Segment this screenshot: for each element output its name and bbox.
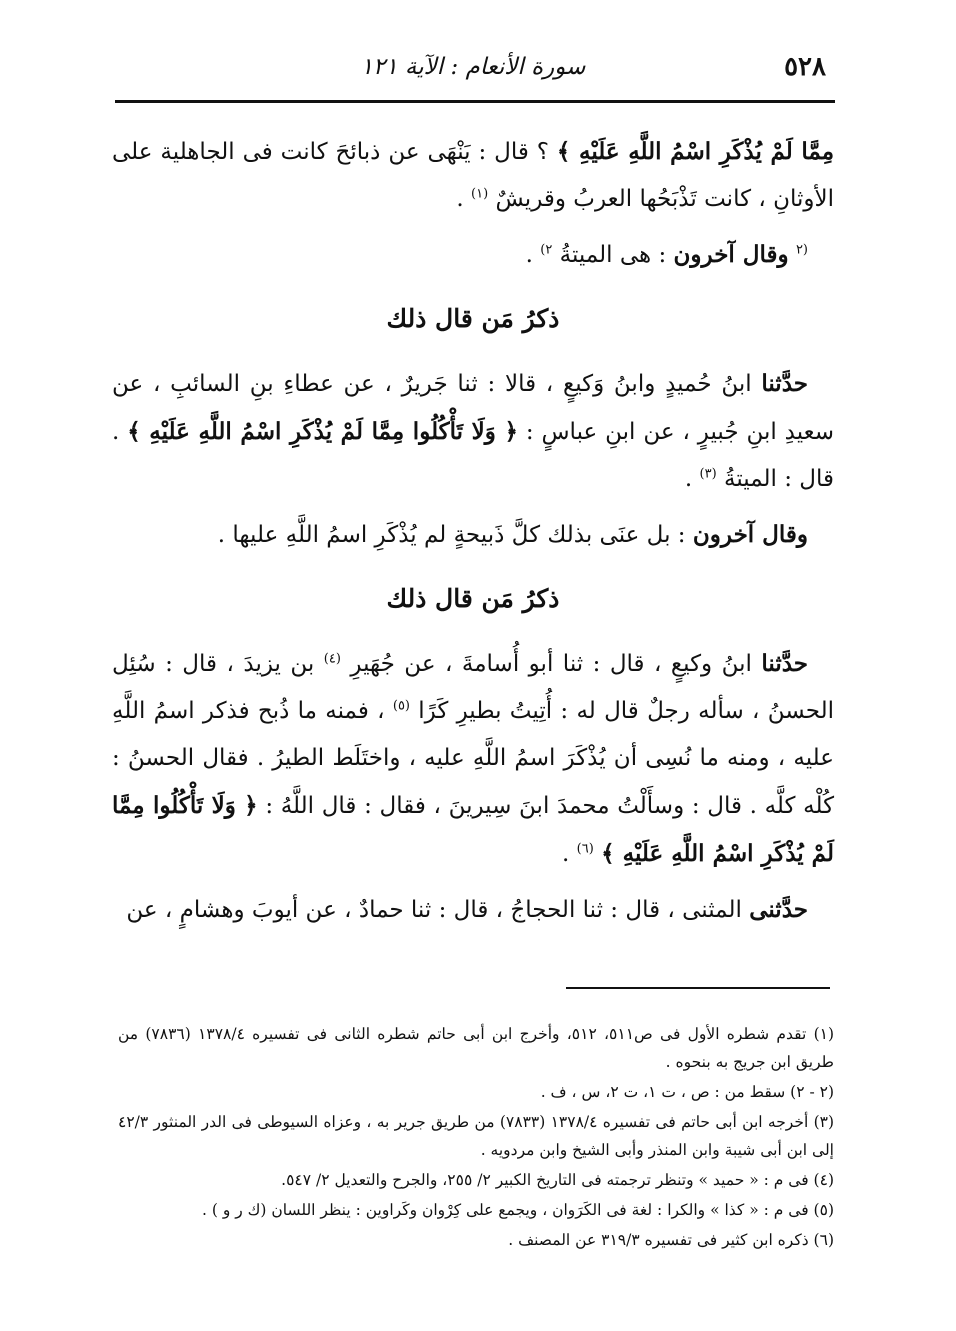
footnote-3: (٣) أخرجه ابن أبى حاتم فى تفسيره ١٣٧٨/٤ (٧٨٣٣) من طريق جرير به ، وعزاه السيوطى فى الدر المنثور ٤٢/٣ إلى ابن أبى شيبة وابن المنذر وأبى الشيخ وابن مردويه .	[118, 1113, 835, 1159]
footnotes	[118, 1020, 834, 1256]
paragraph-1	[112, 128, 834, 223]
footnote-1: (١) تقدم شطره الأول فى ص٥١١، ٥١٢، وأخرج ابن أبى حاتم شطره الثانى فى تفسيره ١٣٧٨/٤ (٧٨٣٦) من طريق ابن جريج به بنحوه .	[118, 1025, 835, 1071]
footnote-2: (٢ - ٢) سقط من : ص ، ت ١، ت ٢، س ، ف .	[540, 1083, 834, 1101]
paragraph-end: .	[562, 841, 570, 867]
lead-word: وقال آخرون	[692, 521, 808, 548]
paragraph-text: : بل عنَى بذلك كلَّ ذَبيحةٍ لم يُذْكَرِ اسمُ اللَّهِ عليها .	[217, 522, 686, 548]
paragraph-3	[112, 360, 834, 503]
paragraph-text-2: بن يزيدَ ، قال : سُئِل الحسنُ ، سأله رجلٌ قال له : أُتِيتُ بطيرِ كَرًا	[112, 651, 835, 724]
header-rule	[115, 100, 835, 103]
paragraph-text: ابنُ حُميدٍ وابنُ وَكيعٍ ، قالا : ثنا جَريرٌ ، عن عطاءِ بنِ السائبِ ، عن سعيدِ ابنِ جُبيرٍ ، عن ابنِ عباسٍ :	[112, 371, 835, 445]
footnote-5: (٥) فى م : « كذا » والكرا : لغة فى الكَرَوان ، ويجمع على كِرْوان وكَراوين : ينظر اللسان (ك ر و ) .	[201, 1201, 834, 1219]
page-header	[112, 52, 834, 96]
footnote-ref: (١)	[471, 186, 489, 202]
paragraph-2	[112, 231, 834, 279]
section-heading-1: ذكرُ مَن قال ذلك	[386, 304, 560, 333]
paragraph-4	[112, 511, 834, 559]
paragraph-text: : هى الميتةُ	[559, 242, 667, 268]
footnote-6: (٦) ذكره ابن كثير فى تفسيره ٣١٩/٣ عن المصنف .	[508, 1231, 834, 1249]
lead-word: وقال آخرون	[673, 241, 789, 268]
quran-verse: مِمَّا لَمْ يُذْكَرِ اسْمُ اللَّهِ عَلَيْهِ ﴾	[556, 138, 835, 165]
quran-verse: ﴿ وَلَا تَأْكُلُوا مِمَّا لَمْ يُذْكَرِ اسْمُ اللَّهِ عَلَيْهِ ﴾	[127, 418, 518, 445]
paragraph-text-3: ، فمنه ما ذُبح فذكر اسمُ اللَّهِ عليه ، ومنه ما نُسِى أن يُذْكَرَ اسمُ اللَّهِ عليه ، واختَلَط الطيرُ . فقال الحسنُ : كُلْه كلَّه . قال : وسأَلْتُ محمدَ ابنَ سِيرينَ ، فقال : قال اللَّهُ :	[112, 698, 835, 819]
main-text	[112, 128, 834, 942]
paragraph-end: .	[525, 242, 533, 268]
footnote-rule	[566, 987, 830, 989]
footnote-ref: (٦)	[576, 841, 594, 857]
footnote-ref-close: ٢)	[540, 242, 553, 258]
footnote-4: (٤) فى م : « حميد » وتنظر ترجمته فى التاريخ الكبير ٢/ ٢٥٥، والجرح والتعديل ٢/ ٥٤٧.	[281, 1171, 834, 1189]
paragraph-text-2: . قال : الميتةُ	[112, 419, 834, 492]
paragraph-5	[112, 640, 834, 878]
paragraph-text: ؟ قال : يَنْهَى عن ذبائحَ كانت فى الجاهلية على الأوثانِ ، كانت تَذْبَحُها العربُ وقريشٌ	[112, 139, 834, 212]
lead-word: حدَّثنا	[761, 370, 808, 397]
paragraph-end: .	[456, 186, 464, 212]
paragraph-text: ابنُ وكيعٍ ، قال : ثنا أبو أُسامةَ ، عن جُهَيرِ	[350, 651, 752, 677]
footnote-ref: (٤)	[323, 651, 341, 667]
footnote-ref: (٥)	[392, 698, 410, 714]
page-number: ٥٢٨	[784, 52, 826, 82]
quran-verse: ﴿ وَلَا تَأْكُلُوا مِمَّا لَمْ يُذْكَرِ اسْمُ اللَّهِ عَلَيْهِ ﴾	[112, 792, 834, 867]
paragraph-6	[112, 886, 834, 934]
lead-word: حدَّثنى	[749, 896, 808, 923]
lead-word: حدَّثنا	[761, 650, 809, 677]
running-head: سورة الأنعام : الآية ١٢١	[360, 54, 586, 80]
paragraph-text: المثنى ، قال : ثنا الحجاجُ ، قال : ثنا حمادٌ ، عن أيوبَ وهشامٍ ، عن	[126, 897, 742, 923]
footnote-ref-open: (٢	[795, 242, 808, 258]
paragraph-end: .	[684, 466, 693, 492]
footnote-ref: (٣)	[699, 466, 717, 482]
section-heading-2: ذكرُ مَن قال ذلك	[386, 584, 560, 613]
